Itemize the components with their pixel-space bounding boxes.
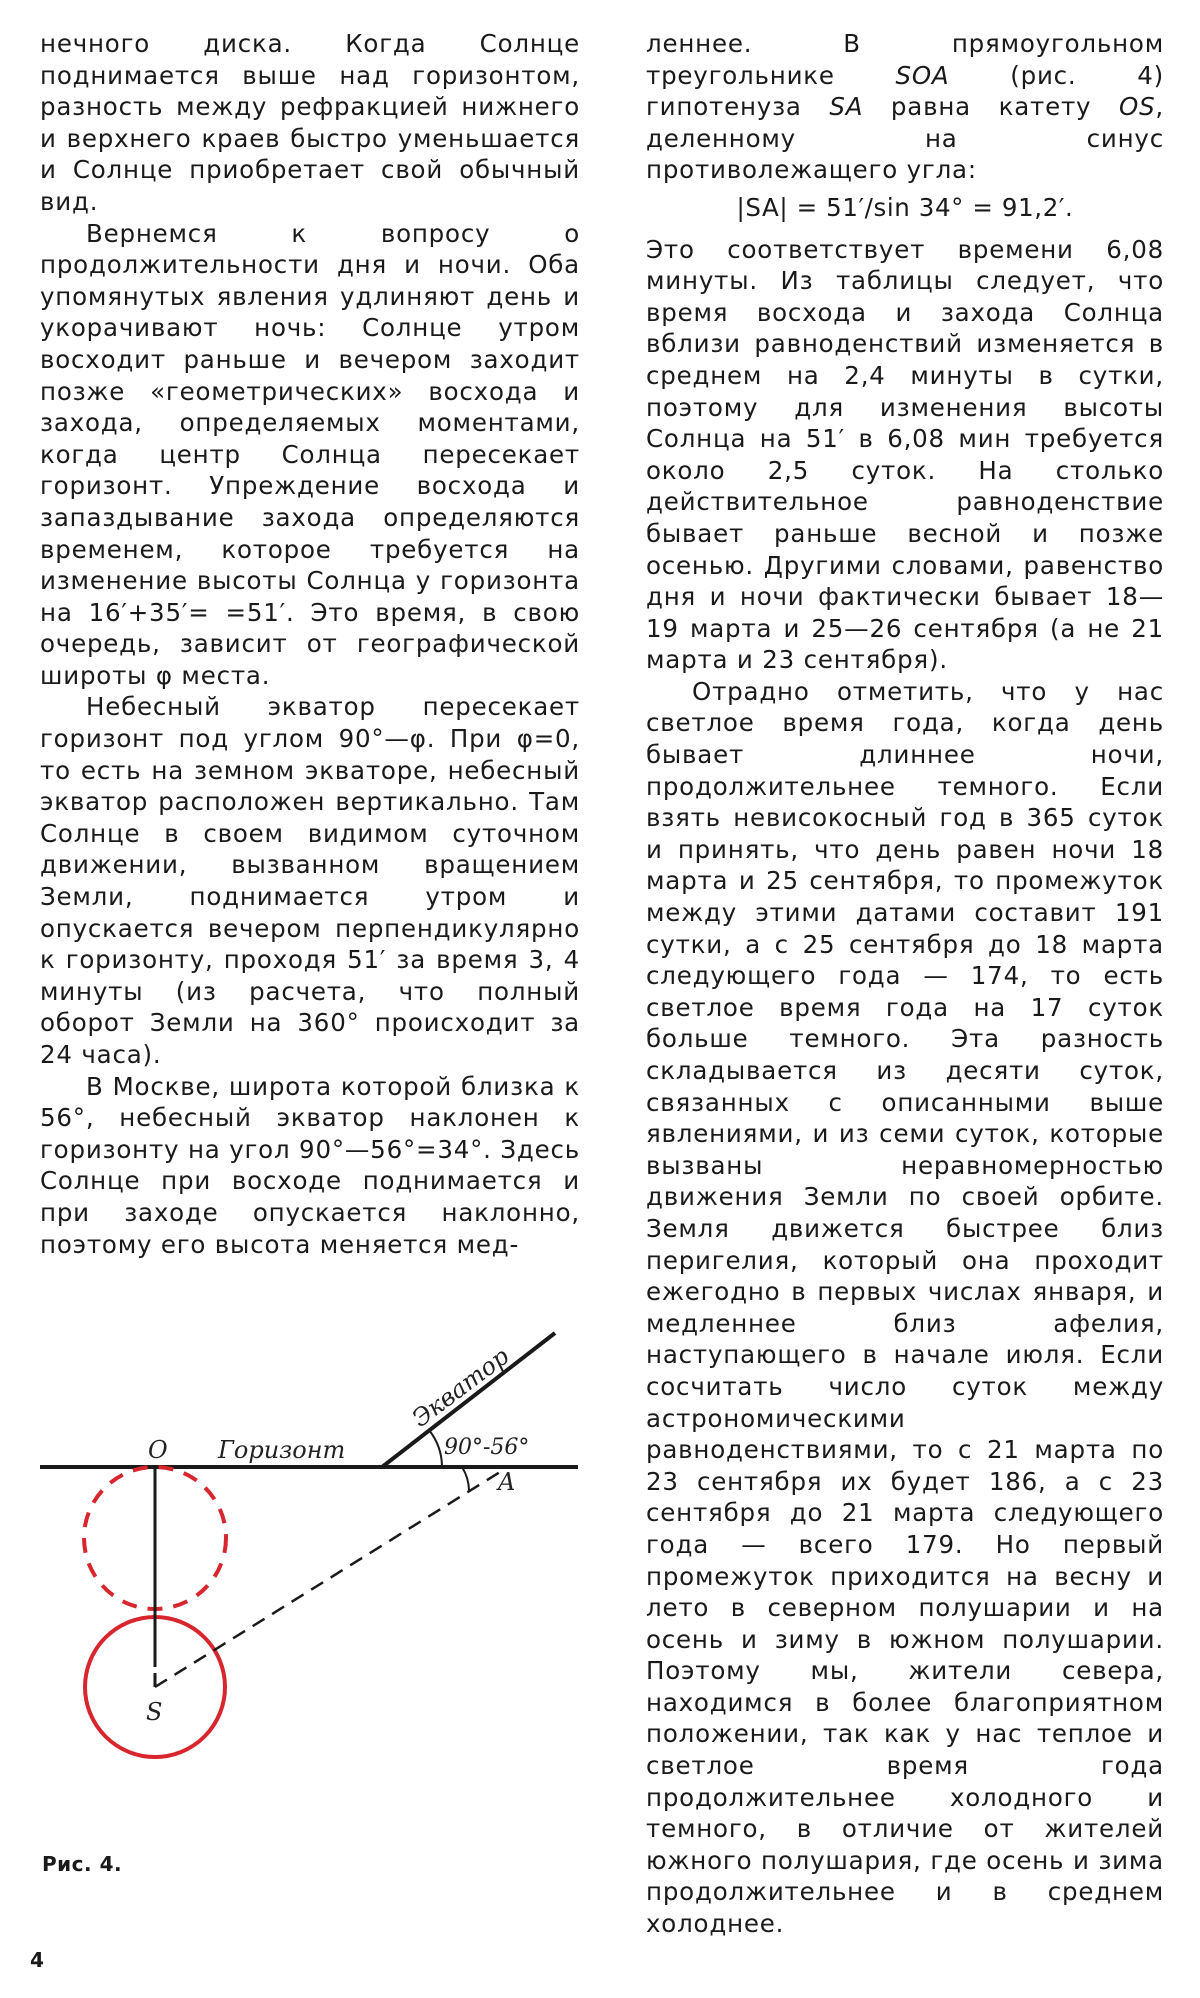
- paragraph-day-length: Вернемся к вопросу о продолжительности дня и ночи. Оба упомянутых явления удлиняют день и укорачивают ночь: Солнце утром восходит раньше и вечером заходит позже «геометрических» восхода и захода, определяемых моментами, когда центр Солнца пересекает горизонт. Упреждение восхода и запаздывание захода определяются временем, которое требуется на изменение высоты Солнца у горизонта на 16′+35′= =51′. Это время, в свою очередь, зависит от географической широты φ места.: [40, 218, 580, 690]
- triangle-text-start: леннее. В прямоугольном треугольнике: [646, 29, 1164, 90]
- triangle-soa: SOA: [895, 60, 950, 90]
- label-o: O: [148, 1436, 168, 1464]
- label-equator: Экватор: [406, 1342, 515, 1433]
- paragraph-equinox-shift: Это соответствует времени 6,08 минуты. Из таблицы следует, что время восхода и захода Солнца вблизи равноденствий изменяется в среднем на 2,4 минуты в сутки, поэтому для изменения высоты Солнца на 51′ в 6,08 мин требуется около 2,5 суток. На столько действительное равноденствие бывает раньше весной и позже осенью. Другими словами, равенство дня и ночи фактически бывает 18—19 марта и 25—26 сентября (а не 21 марта и 23 сентября).: [646, 234, 1164, 675]
- paragraph-refraction-end: нечного диска. Когда Солнце поднимается выше над горизонтом, разность между рефракцией нижнего и верхнего краев быстро уменьшается и Солнце приобретает свой обычный вид.: [40, 29, 580, 216]
- paragraph-light-season: Отрадно отметить, что у нас светлое время года, когда день бывает длиннее ночи, продолжительнее темного. Если взять невисокосный год в 365 суток и принять, что день равен ночи 18 марта и 25 сентября, то промежуток между этими датами составит 191 сутки, а с 25 сентября до 18 марта следующего года — 174, то есть светлое время года на 17 суток больше темного. Эта разность складывается из десяти суток, связанных с описанными выше явлениями, и из семи суток, которые вызваны неравномерностью движения Земли по своей орбите. Земля движется быстрее близ перигелия, который она проходит ежегодно в первых числах января, и медленнее близ афелия, наступающего в начале июля. Если сосчитать число суток между астрономическими равноденствиями, то с 21 марта по 23 сентября их будет 186, а с 23 сентября до 21 марта следующего года — всего 179. Но первый промежуток приходится на весну и лето в северном полушарии и на осень и зиму в южном полушарии. Поэтому мы, жители севера, находимся в более благоприятном положении, так как у нас теплое и светлое время года продолжительнее холодного и темного, в отличие от жителей южного полушария, где осень и зима продолжительнее и в среднем холоднее.: [646, 676, 1164, 1939]
- figure-caption: Рис. 4.: [42, 1852, 123, 1876]
- triangle-sa: SA: [829, 92, 864, 122]
- label-horizon: Горизонт: [218, 1436, 346, 1464]
- triangle-text-end: , деленному на синус противолежащего угла:: [646, 92, 1165, 185]
- paragraph-celestial-equator: Небесный экватор пересекает горизонт под углом 90°—φ. При φ=0, то есть на земном экваторе, небесный экватор расположен вертикально. Там Солнце в своем видимом суточном движении, вызванном вращением Земли, поднимается утром и опускается вечером перпендикулярно к горизонту, проходя 51′ за время 3, 4 минуты (из расчета, что полный оборот Земли на 360° происходит за 24 часа).: [40, 692, 580, 1069]
- label-angle: 90°-56°: [444, 1435, 530, 1460]
- left-column: [40, 28, 580, 1260]
- line-sa: [155, 1467, 508, 1687]
- right-column: [646, 28, 1164, 1940]
- paragraph-triangle: [646, 28, 1164, 186]
- angle-a-arc: [462, 1467, 469, 1490]
- label-s: S: [146, 1698, 163, 1726]
- figure-4: [30, 1320, 590, 1840]
- triangle-text-mid1: (рис. 4) гипотенуза: [646, 60, 1164, 122]
- paragraph-moscow: В Москве, широта которой близка к 56°, небесный экватор наклонен к горизонту на угол 90°—56°=34°. Здесь Солнце при восходе поднимается и при заходе опускается наклонно, поэтому его высота меняется мед-: [40, 1071, 580, 1259]
- equator-angle-arc: [429, 1430, 442, 1467]
- figure-4-diagram: [30, 1320, 590, 1840]
- triangle-text-mid2: равна катету: [863, 92, 1119, 122]
- formula-sa: |SA| = 51′/sin 34° = 91,2′.: [736, 192, 1074, 222]
- label-a: A: [498, 1468, 516, 1496]
- triangle-os: OS: [1118, 92, 1156, 122]
- page-number: 4: [30, 1948, 44, 1972]
